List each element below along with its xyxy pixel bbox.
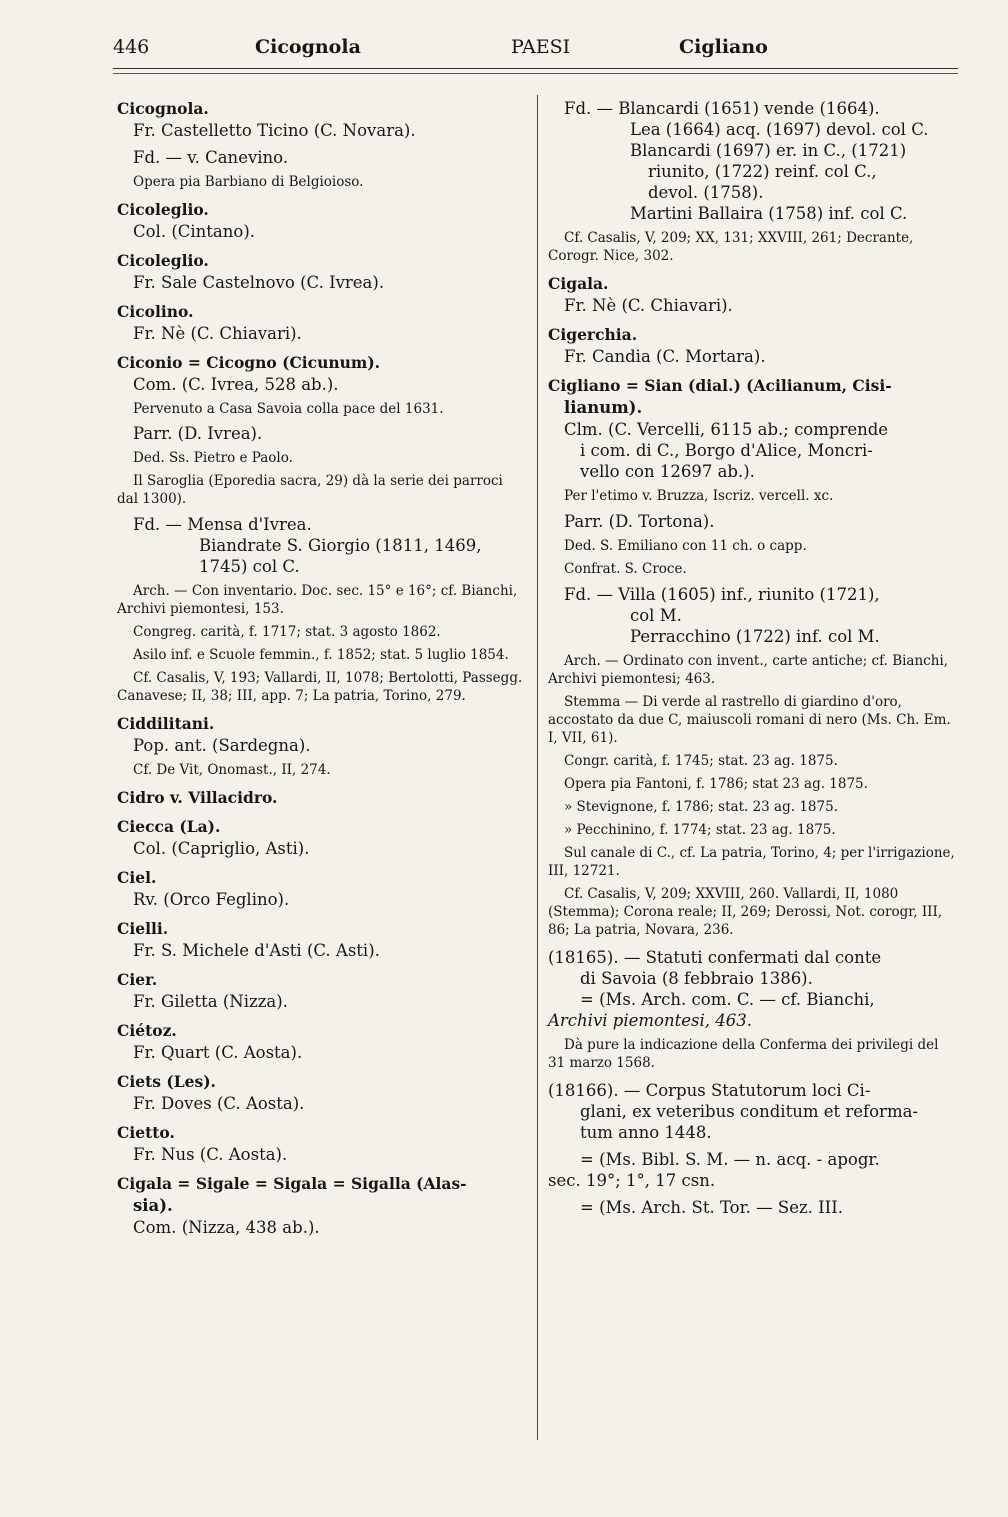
- entry-line: 1745) col C.: [199, 557, 300, 576]
- entry-head: Ciconio = Cicogno (Cicunum).: [117, 353, 381, 372]
- entry-note: Cf. Casalis, V, 193; Vallardi, II, 1078; Bertolotti, Passegg. Canavese; II, 38; III, app. 7; La patria, Torino, 279.: [117, 670, 523, 704]
- entry-cier: [117, 969, 527, 1012]
- entry-head: Cigliano = Sian (dial.) (Acilianum, Cisi-: [548, 376, 892, 395]
- entry-cicolino: [117, 301, 527, 344]
- entry-cigerchia: [548, 324, 958, 367]
- entry-head: Ciecca (La).: [117, 817, 221, 836]
- entry-line: Fr. Sale Castelnovo (C. Ivrea).: [133, 273, 385, 292]
- statute-title-cont: tum anno 1448.: [580, 1123, 712, 1142]
- statute-source: = (Ms. Bibl. S. M. — n. acq. - apogr.: [580, 1150, 880, 1169]
- entry-cicoleglio-2: [117, 250, 527, 293]
- entry-note: Ded. Ss. Pietro e Paolo.: [133, 450, 293, 466]
- entry-line: vello con 12697 ab.).: [580, 462, 755, 481]
- left-column: [117, 98, 527, 1238]
- entry-cietto: [117, 1122, 527, 1165]
- entry-cigala: [548, 273, 958, 316]
- entry-line: Fr. Quart (C. Aosta).: [133, 1043, 303, 1062]
- entry-line: Martini Ballaira (1758) inf. col C.: [630, 204, 908, 223]
- entry-note: Congr. carità, f. 1745; stat. 23 ag. 1875.: [564, 753, 838, 769]
- entry-line: col M.: [630, 606, 682, 625]
- entry-head: Cigala = Sigale = Sigala = Sigalla (Alas-: [117, 1174, 467, 1193]
- entry-note: Arch. — Con inventario. Doc. sec. 15° e 16°; cf. Bianchi, Archivi piemontesi, 153.: [117, 583, 518, 617]
- entry-head: Cigala.: [548, 274, 609, 293]
- statute-18166: [548, 1080, 958, 1218]
- entry-line: Clm. (C. Vercelli, 6115 ab.; comprende: [564, 420, 889, 439]
- entry-head: Cidro v. Villacidro.: [117, 788, 278, 807]
- entry-line: Fd. — Villa (1605) inf., riunito (1721),: [564, 585, 880, 604]
- statute-18165: [548, 947, 958, 1072]
- left-guide-word: Cicognola: [255, 36, 361, 58]
- right-guide-word: Cigliano: [679, 36, 768, 58]
- running-header: [113, 36, 958, 66]
- entry-note: Pervenuto a Casa Savoia colla pace del 1631.: [133, 401, 444, 417]
- entry-line: Rv. (Orco Feglino).: [133, 890, 290, 909]
- entry-note: Opera pia Fantoni, f. 1786; stat 23 ag. 1875.: [564, 776, 868, 792]
- entry-line: Lea (1664) acq. (1697) devol. col C.: [630, 120, 929, 139]
- statute-source-cont: sec. 19°; 1°, 17 csn.: [548, 1171, 716, 1190]
- entry-line: Fr. Castelletto Ticino (C. Novara).: [133, 121, 416, 140]
- entry-line: Perracchino (1722) inf. col M.: [630, 627, 880, 646]
- entry-note: Stemma — Di verde al rastrello di giardino d'oro, accostato da due C, maiuscoli romani di nero (Ms. Ch. Em. I, VII, 61).: [548, 694, 951, 746]
- entry-cicognola: [117, 98, 527, 191]
- entry-note: Arch. — Ordinato con invent., carte antiche; cf. Bianchi, Archivi piemontesi; 463.: [548, 653, 949, 687]
- entry-head: Cier.: [117, 970, 158, 989]
- entry-head: Cigerchia.: [548, 325, 638, 344]
- entry-line: Fd. — v. Canevino.: [133, 148, 289, 167]
- entry-note: Opera pia Barbiano di Belgioioso.: [133, 174, 364, 190]
- entry-ciel: [117, 867, 527, 910]
- statute-source: = (Ms. Arch. St. Tor. — Sez. III.: [580, 1198, 843, 1217]
- entry-cigliano: [548, 375, 958, 939]
- entry-note: Asilo inf. e Scuole femmin., f. 1852; stat. 5 luglio 1854.: [133, 647, 509, 663]
- entry-line: Fd. — Mensa d'Ivrea.: [133, 515, 312, 534]
- entry-line: Fr. Nè (C. Chiavari).: [564, 296, 733, 315]
- entry-head: Cicoleglio.: [117, 251, 209, 270]
- entry-head: Ciddilitani.: [117, 714, 215, 733]
- entry-line: i com. di C., Borgo d'Alice, Moncri-: [580, 441, 873, 460]
- statute-title-cont: glani, ex veteribus conditum et reforma-: [580, 1102, 919, 1121]
- entry-note: » Pecchinino, f. 1774; stat. 23 ag. 1875.: [564, 822, 836, 838]
- entry-line: Biandrate S. Giorgio (1811, 1469,: [199, 536, 482, 555]
- entry-line: Fr. Doves (C. Aosta).: [133, 1094, 305, 1113]
- entry-note: Sul canale di C., cf. La patria, Torino, 4; per l'irrigazione, III, 12721.: [548, 845, 955, 879]
- entry-head: Cicolino.: [117, 302, 194, 321]
- entry-line: Fr. Giletta (Nizza).: [133, 992, 288, 1011]
- statute-source-cont: Archivi piemontesi, 463.: [548, 1011, 752, 1030]
- page-number: 446: [113, 36, 150, 58]
- entry-note: Per l'etimo v. Bruzza, Iscriz. vercell. xc.: [564, 488, 834, 504]
- entry-head: Cicoleglio.: [117, 200, 209, 219]
- entry-ciets: [117, 1071, 527, 1114]
- entry-head: Cietto.: [117, 1123, 175, 1142]
- statute-title: (18166). — Corpus Statutorum loci Ci-: [548, 1081, 871, 1100]
- statute-title: (18165). — Statuti confermati dal conte: [548, 948, 882, 967]
- column-divider: [537, 95, 538, 1440]
- entry-line: Fr. Candia (C. Mortara).: [564, 347, 766, 366]
- entry-note: » Stevignone, f. 1786; stat. 23 ag. 1875.: [564, 799, 838, 815]
- entry-line: Col. (Cintano).: [133, 222, 256, 241]
- entry-line: Com. (C. Ivrea, 528 ab.).: [133, 375, 339, 394]
- entry-cicoleglio-1: [117, 199, 527, 242]
- entry-ciecca: [117, 816, 527, 859]
- entry-line: Fr. Nus (C. Aosta).: [133, 1145, 288, 1164]
- entry-note: Congreg. carità, f. 1717; stat. 3 agosto 1862.: [133, 624, 441, 640]
- entry-note: Dà pure la indicazione della Conferma dei privilegi del 31 marzo 1568.: [548, 1037, 939, 1071]
- entry-cielli: [117, 918, 527, 961]
- right-column: [548, 98, 958, 1218]
- entry-note: Il Saroglia (Eporedia sacra, 29) dà la serie dei parroci dal 1300).: [117, 473, 503, 507]
- statute-source: = (Ms. Arch. com. C. — cf. Bianchi,: [580, 990, 875, 1009]
- entry-note: Ded. S. Emiliano con 11 ch. o capp.: [564, 538, 807, 554]
- entry-head: Cielli.: [117, 919, 169, 938]
- entry-note: Confrat. S. Croce.: [564, 561, 687, 577]
- entry-ciconio: [117, 352, 527, 705]
- entry-line: Parr. (D. Ivrea).: [133, 424, 263, 443]
- entry-line: Col. (Capriglio, Asti).: [133, 839, 310, 858]
- entry-line: Fd. — Blancardi (1651) vende (1664).: [564, 99, 880, 118]
- entry-line: Com. (Nizza, 438 ab.).: [133, 1218, 320, 1237]
- entry-cigala-sigale: [117, 1173, 527, 1238]
- entry-note: Cf. Casalis, V, 209; XXVIII, 260. Vallardi, II, 1080 (Stemma); Corona reale; II, 269; Derossi, Not. corogr, III, 86; La patria, Novara, 236.: [548, 886, 943, 938]
- entry-note: Cf. De Vit, Onomast., II, 274.: [133, 762, 331, 778]
- entry-line: riunito, (1722) reinf. col C.,: [648, 162, 877, 181]
- entry-line: Pop. ant. (Sardegna).: [133, 736, 311, 755]
- header-rule-thin: [113, 73, 958, 74]
- statute-title-cont: di Savoia (8 febbraio 1386).: [580, 969, 813, 988]
- entry-line: Parr. (D. Tortona).: [564, 512, 715, 531]
- entry-head: Ciets (Les).: [117, 1072, 216, 1091]
- header-rule: [113, 68, 958, 69]
- entry-line: Fr. Nè (C. Chiavari).: [133, 324, 302, 343]
- entry-line: Blancardi (1697) er. in C., (1721): [630, 141, 907, 160]
- entry-head: Ciétoz.: [117, 1021, 177, 1040]
- entry-head: Cicognola.: [117, 99, 209, 118]
- entry-line: devol. (1758).: [648, 183, 764, 202]
- entry-note: Cf. Casalis, V, 209; XX, 131; XXVIII, 261; Decrante, Corogr. Nice, 302.: [548, 230, 914, 264]
- entry-cidro: [117, 787, 527, 808]
- entry-head-cont: lianum).: [564, 398, 643, 417]
- entry-line: Fr. S. Michele d'Asti (C. Asti).: [133, 941, 380, 960]
- entry-cietoz: [117, 1020, 527, 1063]
- entry-head: Ciel.: [117, 868, 157, 887]
- entry-ciddilitani: [117, 713, 527, 779]
- entry-feudi-cont: [548, 98, 958, 265]
- entry-head-cont: sia).: [133, 1196, 173, 1215]
- section-title: PAESI: [511, 36, 571, 58]
